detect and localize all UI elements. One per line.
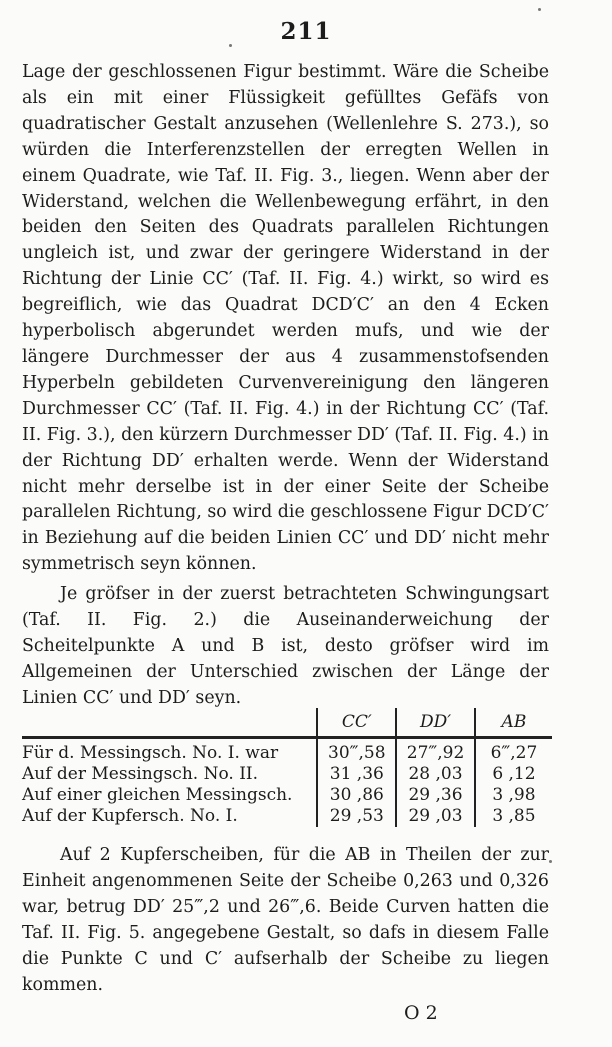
table-cell-dd: 29 ,36	[396, 785, 475, 806]
table-row-label: Auf der Messingsch. No. II.	[22, 764, 259, 784]
measurement-table	[22, 708, 552, 827]
page-number: 211	[280, 18, 332, 45]
table-row	[22, 785, 552, 806]
table-row	[22, 764, 552, 785]
table-cell-ab: 6‴,27	[475, 738, 552, 765]
table-header-label	[22, 708, 317, 738]
table-cell-cc: 30 ,86	[317, 785, 396, 806]
paper-speck	[549, 860, 552, 863]
table-cell-ab: 6 ,12	[475, 764, 552, 785]
table-cell-dd: 27‴,92	[396, 738, 475, 765]
table-row-label: Auf einer gleichen Messingsch.	[22, 785, 293, 805]
paper-speck	[538, 8, 541, 11]
table-cell-cc: 30‴,58	[317, 738, 396, 765]
paragraph-3: Auf 2 Kupferscheiben, für die AB in Theilen der zur Einheit angenommenen Seite der Scheibe 0,263 und 0,326 war, betrug DD′ 25‴,2 und 26‴,6. Beide Curven hatten die Taf. II. Fig. 5. angegebene Gestalt, so dafs in diesem Falle die Punkte C und C′ aufserhalb der Scheibe zu liegen kommen.	[22, 845, 549, 995]
table-cell-ab: 3 ,85	[475, 806, 552, 827]
signature-mark: O 2	[404, 1002, 438, 1024]
table-row	[22, 806, 552, 827]
table-header-row	[22, 708, 552, 738]
table-row-label: Auf der Kupfersch. No. I.	[22, 806, 238, 826]
table-header-ab: AB	[475, 708, 552, 738]
table-row-label: Für d. Messingsch. No. I. war	[22, 743, 279, 763]
table-cell-ab: 3 ,98	[475, 785, 552, 806]
table-cell-dd: 28 ,03	[396, 764, 475, 785]
measurement-table-grid	[22, 708, 552, 827]
table-header-dd: DD′	[396, 708, 475, 738]
table-cell-cc: 31 ,36	[317, 764, 396, 785]
table-header-cc: CC′	[317, 708, 396, 738]
table-row	[22, 738, 552, 765]
paper-speck	[229, 44, 232, 47]
table-cell-dd: 29 ,03	[396, 806, 475, 827]
paragraph-2: Je gröfser in der zuerst betrachteten Schwingungsart (Taf. II. Fig. 2.) die Auseinanderweichung der Scheitelpunkte A und B ist, desto gröfser wird im Allgemeinen der Unterschied zwischen der Länge der Linien CC′ und DD′ seyn.	[22, 584, 549, 708]
paragraph-1: Lage der geschlossenen Figur bestimmt. Wäre die Scheibe als ein mit einer Flüssigkeit gefülltes Gefäfs von quadratischer Gestalt anzusehen (Wellenlehre S. 273.), so würden die Interferenzstellen der erregten Wellen in einem Quadrate, wie Taf. II. Fig. 3., liegen. Wenn aber der Widerstand, welchen die Wellenbewegung erfährt, in den beiden den Seiten des Quadrats parallelen Richtungen ungleich ist, und zwar der geringere Widerstand in der Richtung der Linie CC′ (Taf. II. Fig. 4.) wirkt, so wird es begreiflich, wie das Quadrat DCD′C′ an den 4 Ecken hyperbolisch abgerundet werden mufs, und wie der längere Durchmesser der aus 4 zusammenstofsenden Hyperbeln gebildeten Curvenvereinigung den längeren Durchmesser CC′ (Taf. II. Fig. 4.) in der Richtung CC′ (Taf. II. Fig. 3.), den kürzern Durchmesser DD′ (Taf. II. Fig. 4.) in der Richtung DD′ erhalten werde. Wenn der Widerstand nicht mehr derselbe ist in der einer Seite der Scheibe parallelen Richtung, so wird die geschlossene Figur DCD′C′ in Beziehung auf die beiden Linien CC′ und DD′ nicht mehr symmetrisch seyn können.	[22, 62, 549, 575]
table-cell-cc: 29 ,53	[317, 806, 396, 827]
